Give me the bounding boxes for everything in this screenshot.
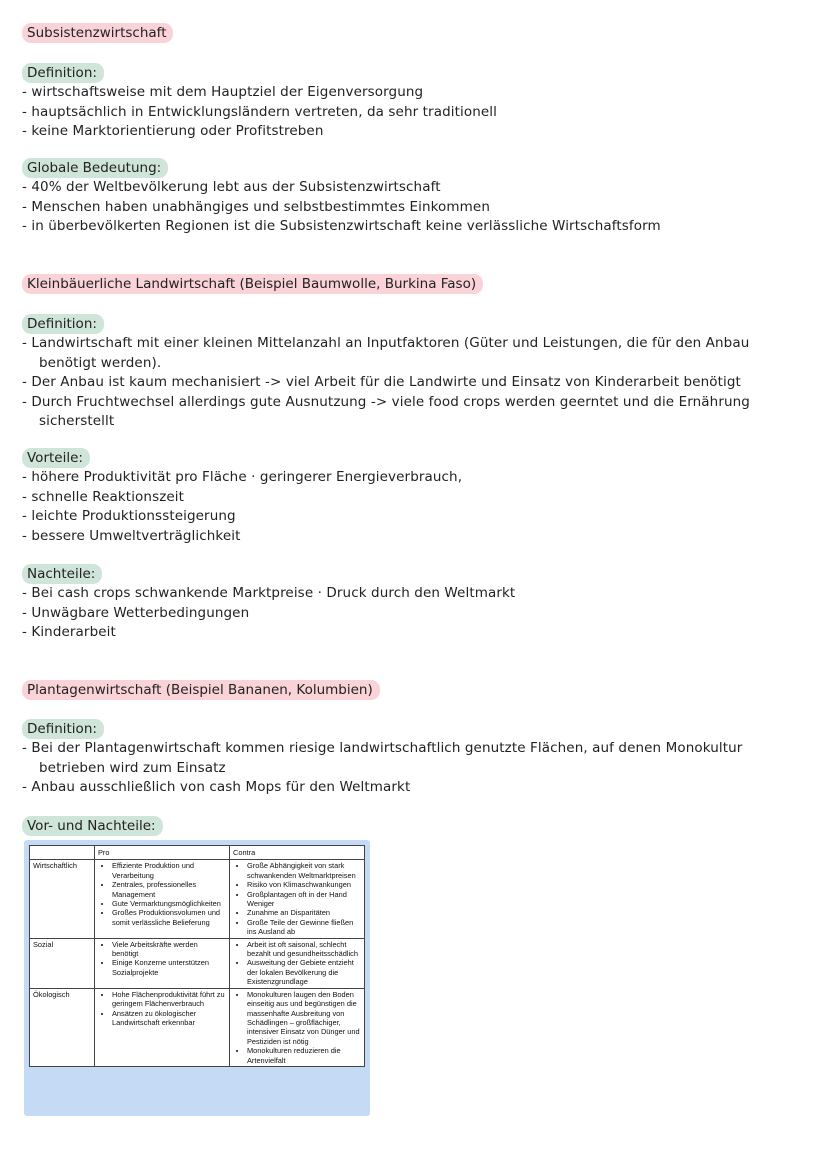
list-item: - keine Marktorientierung oder Profitstreben: [22, 123, 324, 139]
table-header-contra: Contra: [230, 846, 365, 860]
subheading-definition: Definition:: [22, 63, 104, 83]
pro-cell: [95, 860, 230, 938]
pro-item: • Einige Konzerne unterstützen Sozialprojekte: [112, 958, 226, 977]
contra-item: • Monokulturen laugen den Boden einseitig aus und begünstigen die massenhafte Ausbreitung von Schädlingen – großflächiger, intensiver Einsatz von Dünger und Pestiziden ist nötig: [247, 990, 361, 1046]
section-title: Kleinbäuerliche Landwirtschaft (Beispiel Baumwolle, Burkina Faso): [22, 274, 483, 294]
table-header-pro: Pro: [95, 846, 230, 860]
pro-cell: [95, 988, 230, 1066]
pro-item: • Zentrales, professionelles Management: [112, 880, 226, 899]
list-item: - Bei der Plantagenwirtschaft kommen riesige landwirtschaftlich genutzte Flächen, auf denen Monokultur betrieben wird zum Einsatz: [22, 740, 743, 776]
heading-plantagen: [22, 679, 812, 700]
table-row: [30, 988, 365, 1066]
list-item: - 40% der Weltbevölkerung lebt aus der Subsistenzwirtschaft: [22, 179, 441, 195]
list-item: - in überbevölkerten Regionen ist die Subsistenzwirtschaft keine verlässliche Wirtschaftsform: [22, 218, 661, 234]
subheading-bedeutung: Globale Bedeutung:: [22, 158, 168, 178]
contra-cell: [230, 938, 365, 988]
list-item: - wirtschaftsweise mit dem Hauptziel der Eigenversorgung: [22, 84, 424, 100]
contra-cell: [230, 988, 365, 1066]
contra-item: • Monokulturen reduzieren die Artenvielfalt: [247, 1046, 361, 1065]
list-item: - Landwirtschaft mit einer kleinen Mittelanzahl an Inputfaktoren (Güter und Leistungen, die für den Anbau benötigt werden).: [22, 335, 750, 371]
list-item: - Bei cash crops schwankende Marktpreise · Druck durch den Weltmarkt: [22, 585, 516, 601]
pro-contra-table: [29, 845, 365, 1067]
subsistenz-definition: [22, 62, 812, 142]
pro-item: • Viele Arbeitskräfte werden benötigt: [112, 940, 226, 959]
list-item: - Unwägbare Wetterbedingungen: [22, 604, 250, 621]
plantagen-vor-nachteile: [22, 815, 812, 836]
contra-item: • Risiko von Klimaschwankungen: [247, 880, 361, 889]
kleinbaeuerlich-vorteile: [22, 447, 812, 546]
subheading-nachteile: Nachteile:: [22, 564, 102, 584]
list-item: - Anbau ausschließlich von cash Mops für den Weltmarkt: [22, 779, 411, 795]
list-item: - Menschen haben unabhängiges und selbstbestimmtes Einkommen: [22, 198, 490, 215]
list-item: - schnelle Reaktionszeit: [22, 488, 185, 505]
pro-contra-table-frame: [24, 840, 370, 1116]
table-row: [30, 938, 365, 988]
row-label: Sozial: [30, 938, 95, 988]
kleinbaeuerlich-nachteile: [22, 563, 812, 643]
heading-kleinbaeuerlich: [22, 273, 812, 294]
table-header-row: [30, 846, 365, 860]
list-item: - hauptsächlich in Entwicklungsländern vertreten, da sehr traditionell: [22, 103, 497, 120]
pro-item: • Großes Produktionsvolumen und somit verlässliche Belieferung: [112, 908, 226, 927]
table-header-empty: [30, 846, 95, 860]
list-item: - Kinderarbeit: [22, 624, 116, 640]
pro-cell: [95, 938, 230, 988]
contra-item: • Große Abhängigkeit von stark schwankenden Weltmarktpreisen: [247, 861, 361, 880]
table-row: [30, 860, 365, 938]
list-item: - Durch Fruchtwechsel allerdings gute Ausnutzung -> viele food crops werden geerntet und die Ernährung sicherstellt: [22, 393, 750, 429]
section-title: Subsistenzwirtschaft: [22, 23, 173, 43]
plantagen-definition: [22, 718, 752, 798]
list-item: - leichte Produktionssteigerung: [22, 508, 236, 524]
pro-item: • Effiziente Produktion und Verarbeitung: [112, 861, 226, 880]
contra-item: • Arbeit ist oft saisonal, schlecht bezahlt und gesundheitsschädlich: [247, 940, 361, 959]
row-label: Wirtschaftlich: [30, 860, 95, 938]
subheading-vorteile: Vorteile:: [22, 448, 90, 468]
contra-cell: [230, 860, 365, 938]
subheading-definition: Definition:: [22, 719, 104, 739]
contra-item: • Ausweitung der Gebiete entzieht der lokalen Bevölkerung die Existenzgrundlage: [247, 958, 361, 986]
list-item: - höhere Produktivität pro Fläche · geringerer Energieverbrauch,: [22, 469, 463, 485]
contra-item: • Großplantagen oft in der Hand Weniger: [247, 890, 361, 909]
subheading-vor-nachteile: Vor- und Nachteile:: [22, 816, 163, 836]
list-item: - Der Anbau ist kaum mechanisiert -> viel Arbeit für die Landwirte und Einsatz von Kinderarbeit benötigt: [22, 374, 741, 390]
contra-item: • Zunahme an Disparitäten: [247, 908, 361, 917]
heading-subsistenz: [22, 22, 812, 43]
subsistenz-bedeutung: [22, 157, 812, 237]
pro-item: • Hohe Flächenproduktivität führt zu geringem Flächenverbrauch: [112, 990, 226, 1009]
pro-item: • Ansätzen zu ökologischer Landwirtschaft erkennbar: [112, 1009, 226, 1028]
subheading-definition: Definition:: [22, 314, 104, 334]
kleinbaeuerlich-definition: [22, 313, 752, 432]
contra-item: • Große Teile der Gewinne fließen ins Ausland ab: [247, 918, 361, 937]
section-title: Plantagenwirtschaft (Beispiel Bananen, Kolumbien): [22, 680, 380, 700]
pro-item: • Gute Vermarktungsmöglichkeiten: [112, 899, 226, 908]
list-item: - bessere Umweltverträglichkeit: [22, 527, 241, 544]
row-label: Ökologisch: [30, 988, 95, 1066]
